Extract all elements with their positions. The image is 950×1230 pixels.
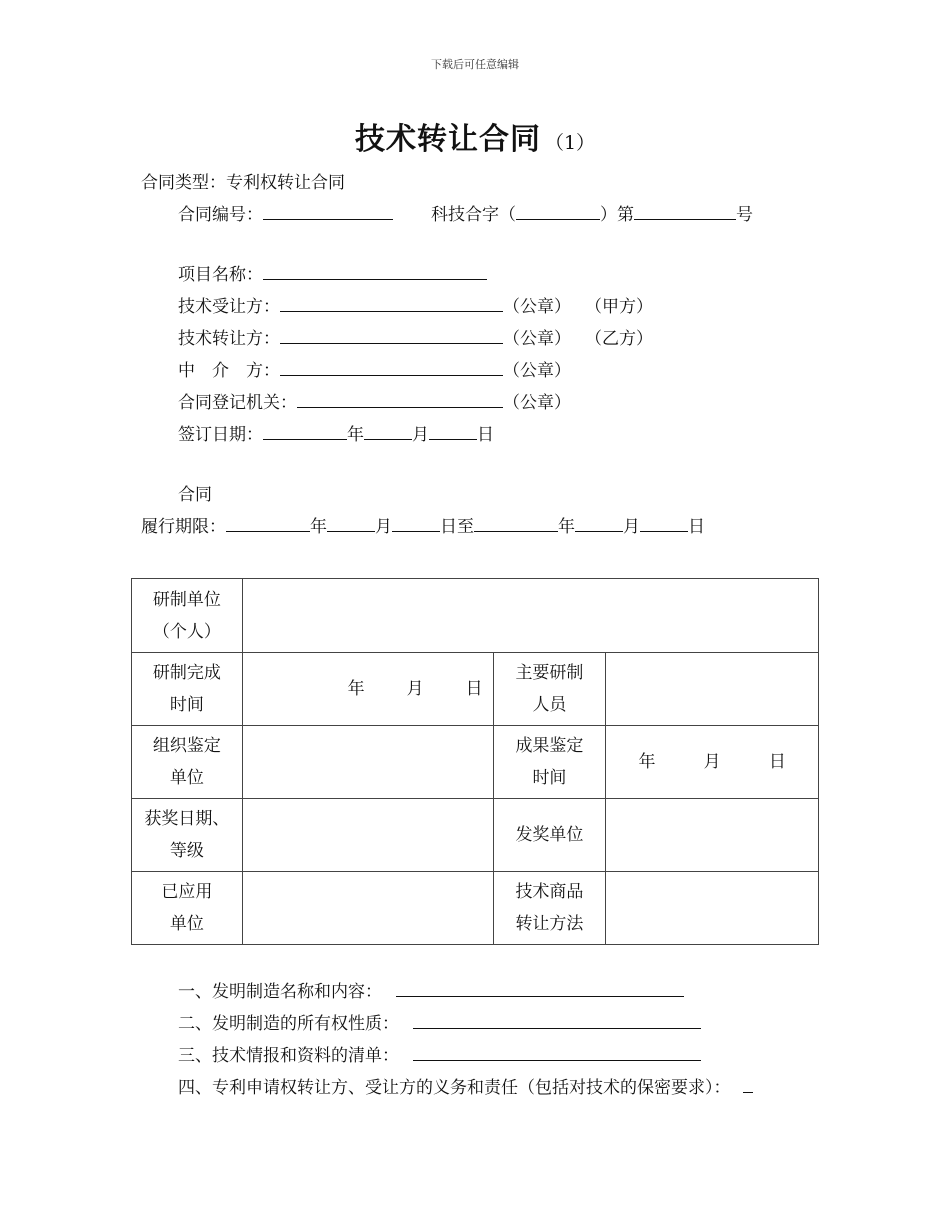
appraisal-date-cell[interactable] bbox=[606, 726, 819, 799]
transferee-label: 技术受让方： bbox=[178, 297, 280, 317]
applied-unit-value-cell[interactable] bbox=[242, 872, 493, 945]
sci-label: 科技合字（ bbox=[431, 205, 516, 225]
project-name-blank[interactable] bbox=[263, 263, 487, 280]
contract-no-label: 合同编号： bbox=[178, 205, 263, 225]
term-label: 履行期限： bbox=[141, 517, 226, 537]
intermediary-label: 中 介 方： bbox=[178, 361, 280, 381]
cell-text: 组织鉴定 bbox=[152, 736, 221, 756]
cell-text: 转让方法 bbox=[515, 914, 584, 934]
day-unit: 日 bbox=[465, 679, 483, 699]
table-row bbox=[132, 726, 819, 799]
transferor-blank[interactable] bbox=[280, 327, 503, 344]
term-start-month-blank[interactable] bbox=[327, 515, 375, 532]
cell-text: （个人） bbox=[152, 621, 221, 642]
title-suffix: （1） bbox=[544, 132, 596, 154]
transferee-line bbox=[178, 295, 653, 319]
term-end-day-blank[interactable] bbox=[640, 515, 688, 532]
day-unit: 日 bbox=[477, 425, 494, 445]
term-start-day-blank[interactable] bbox=[392, 515, 440, 532]
year-unit: 年 bbox=[347, 425, 364, 445]
intermediary-line bbox=[178, 359, 571, 383]
appraisal-org-value-cell[interactable] bbox=[242, 726, 493, 799]
award-info-value-cell[interactable] bbox=[242, 799, 493, 872]
project-info-table bbox=[131, 578, 819, 945]
term-end-year-blank[interactable] bbox=[474, 515, 558, 532]
dev-unit-value-cell[interactable] bbox=[242, 579, 818, 653]
sign-month-blank[interactable] bbox=[364, 423, 412, 440]
sci-seq-blank[interactable] bbox=[634, 203, 736, 220]
table-row bbox=[132, 579, 819, 653]
section-label: 四、专利申请权转让方、受让方的义务和责任（包括对技术的保密要求）： bbox=[178, 1078, 731, 1098]
project-name-line bbox=[178, 263, 487, 287]
transferee-blank[interactable] bbox=[280, 295, 503, 312]
cell-text: 技术商品 bbox=[515, 882, 584, 902]
cell-text: 等级 bbox=[169, 841, 204, 861]
year-unit: 年 bbox=[638, 752, 656, 772]
term-line-2 bbox=[141, 515, 705, 539]
table-label-cell bbox=[493, 872, 606, 945]
seal-label: （公章） bbox=[503, 329, 571, 349]
cell-text: 主要研制 bbox=[515, 663, 584, 683]
party-a-label: （甲方） bbox=[585, 297, 653, 317]
project-name-label: 项目名称： bbox=[178, 265, 263, 285]
section-3 bbox=[178, 1044, 701, 1068]
year-unit: 年 bbox=[347, 679, 365, 699]
cell-text: 获奖日期、 bbox=[144, 809, 230, 829]
seal-label: （公章） bbox=[503, 361, 571, 381]
day-unit: 日 bbox=[688, 517, 705, 537]
day-unit: 日 bbox=[768, 752, 786, 772]
transfer-method-value-cell[interactable] bbox=[606, 872, 819, 945]
cell-text: 时间 bbox=[532, 768, 567, 788]
sign-date-line bbox=[178, 423, 494, 447]
registry-line bbox=[178, 391, 571, 415]
contract-no-blank[interactable] bbox=[263, 203, 393, 220]
sign-day-blank[interactable] bbox=[429, 423, 477, 440]
table-label-cell bbox=[132, 872, 243, 945]
cell-text: 已应用 bbox=[161, 882, 213, 902]
section-2-blank[interactable] bbox=[413, 1012, 701, 1029]
term-start-year-blank[interactable] bbox=[226, 515, 310, 532]
section-label: 二、发明制造的所有权性质： bbox=[178, 1014, 399, 1034]
party-b-label: （乙方） bbox=[585, 329, 653, 349]
cell-text: 时间 bbox=[169, 695, 204, 715]
registry-label: 合同登记机关： bbox=[178, 393, 297, 413]
year-unit: 年 bbox=[310, 517, 327, 537]
table-label-cell bbox=[132, 579, 243, 653]
sign-date-label: 签订日期： bbox=[178, 425, 263, 445]
month-unit: 月 bbox=[703, 752, 721, 772]
cell-text: 研制完成 bbox=[152, 663, 221, 683]
table-label-cell bbox=[493, 653, 606, 726]
section-4 bbox=[178, 1076, 753, 1100]
sci-mid: ）第 bbox=[600, 205, 634, 225]
cell-text: 发奖单位 bbox=[515, 825, 584, 845]
table-row bbox=[132, 872, 819, 945]
sci-end: 号 bbox=[736, 205, 753, 225]
table-label-cell bbox=[132, 653, 243, 726]
contract-type-value: 专利权转让合同 bbox=[226, 173, 345, 193]
header-note: 下载后可任意编辑 bbox=[431, 58, 519, 71]
section-4-blank[interactable] bbox=[743, 1076, 753, 1093]
contract-number-line bbox=[178, 203, 753, 227]
table-label-cell bbox=[493, 799, 606, 872]
contract-type-label: 合同类型： bbox=[141, 173, 226, 193]
seal-label: （公章） bbox=[503, 297, 571, 317]
cell-text: 单位 bbox=[169, 914, 204, 934]
day-to-unit: 日至 bbox=[440, 517, 474, 537]
month-unit: 月 bbox=[375, 517, 392, 537]
main-developers-value-cell[interactable] bbox=[606, 653, 819, 726]
registry-blank[interactable] bbox=[297, 391, 503, 408]
table-row bbox=[132, 653, 819, 726]
term-line-1: 合同 bbox=[178, 485, 212, 505]
contract-type-line bbox=[141, 171, 345, 195]
month-unit: 月 bbox=[412, 425, 429, 445]
sci-no-blank[interactable] bbox=[516, 203, 600, 220]
month-unit: 月 bbox=[406, 679, 424, 699]
section-label: 三、技术情报和资料的清单： bbox=[178, 1046, 399, 1066]
sign-year-blank[interactable] bbox=[263, 423, 347, 440]
section-1-blank[interactable] bbox=[396, 980, 684, 997]
transferor-line bbox=[178, 327, 653, 351]
section-label: 一、发明制造名称和内容： bbox=[178, 982, 382, 1002]
term-end-month-blank[interactable] bbox=[575, 515, 623, 532]
table-label-cell bbox=[493, 726, 606, 799]
section-3-blank[interactable] bbox=[413, 1044, 701, 1061]
section-1 bbox=[178, 980, 684, 1004]
seal-label: （公章） bbox=[503, 393, 571, 413]
section-2 bbox=[178, 1012, 701, 1036]
cell-text: 单位 bbox=[169, 768, 204, 788]
award-org-value-cell[interactable] bbox=[606, 799, 819, 872]
table-label-cell bbox=[132, 726, 243, 799]
title-main: 技术转让合同 bbox=[354, 122, 541, 157]
completion-date-cell[interactable] bbox=[242, 653, 493, 726]
table-label-cell bbox=[132, 799, 243, 872]
year-unit: 年 bbox=[558, 517, 575, 537]
cell-text: 成果鉴定 bbox=[515, 736, 584, 756]
table-row bbox=[132, 799, 819, 872]
intermediary-blank[interactable] bbox=[280, 359, 503, 376]
transferor-label: 技术转让方： bbox=[178, 329, 280, 349]
cell-text: 研制单位 bbox=[152, 589, 221, 610]
document-title bbox=[0, 114, 950, 158]
cell-text: 人员 bbox=[532, 695, 567, 715]
month-unit: 月 bbox=[623, 517, 640, 537]
